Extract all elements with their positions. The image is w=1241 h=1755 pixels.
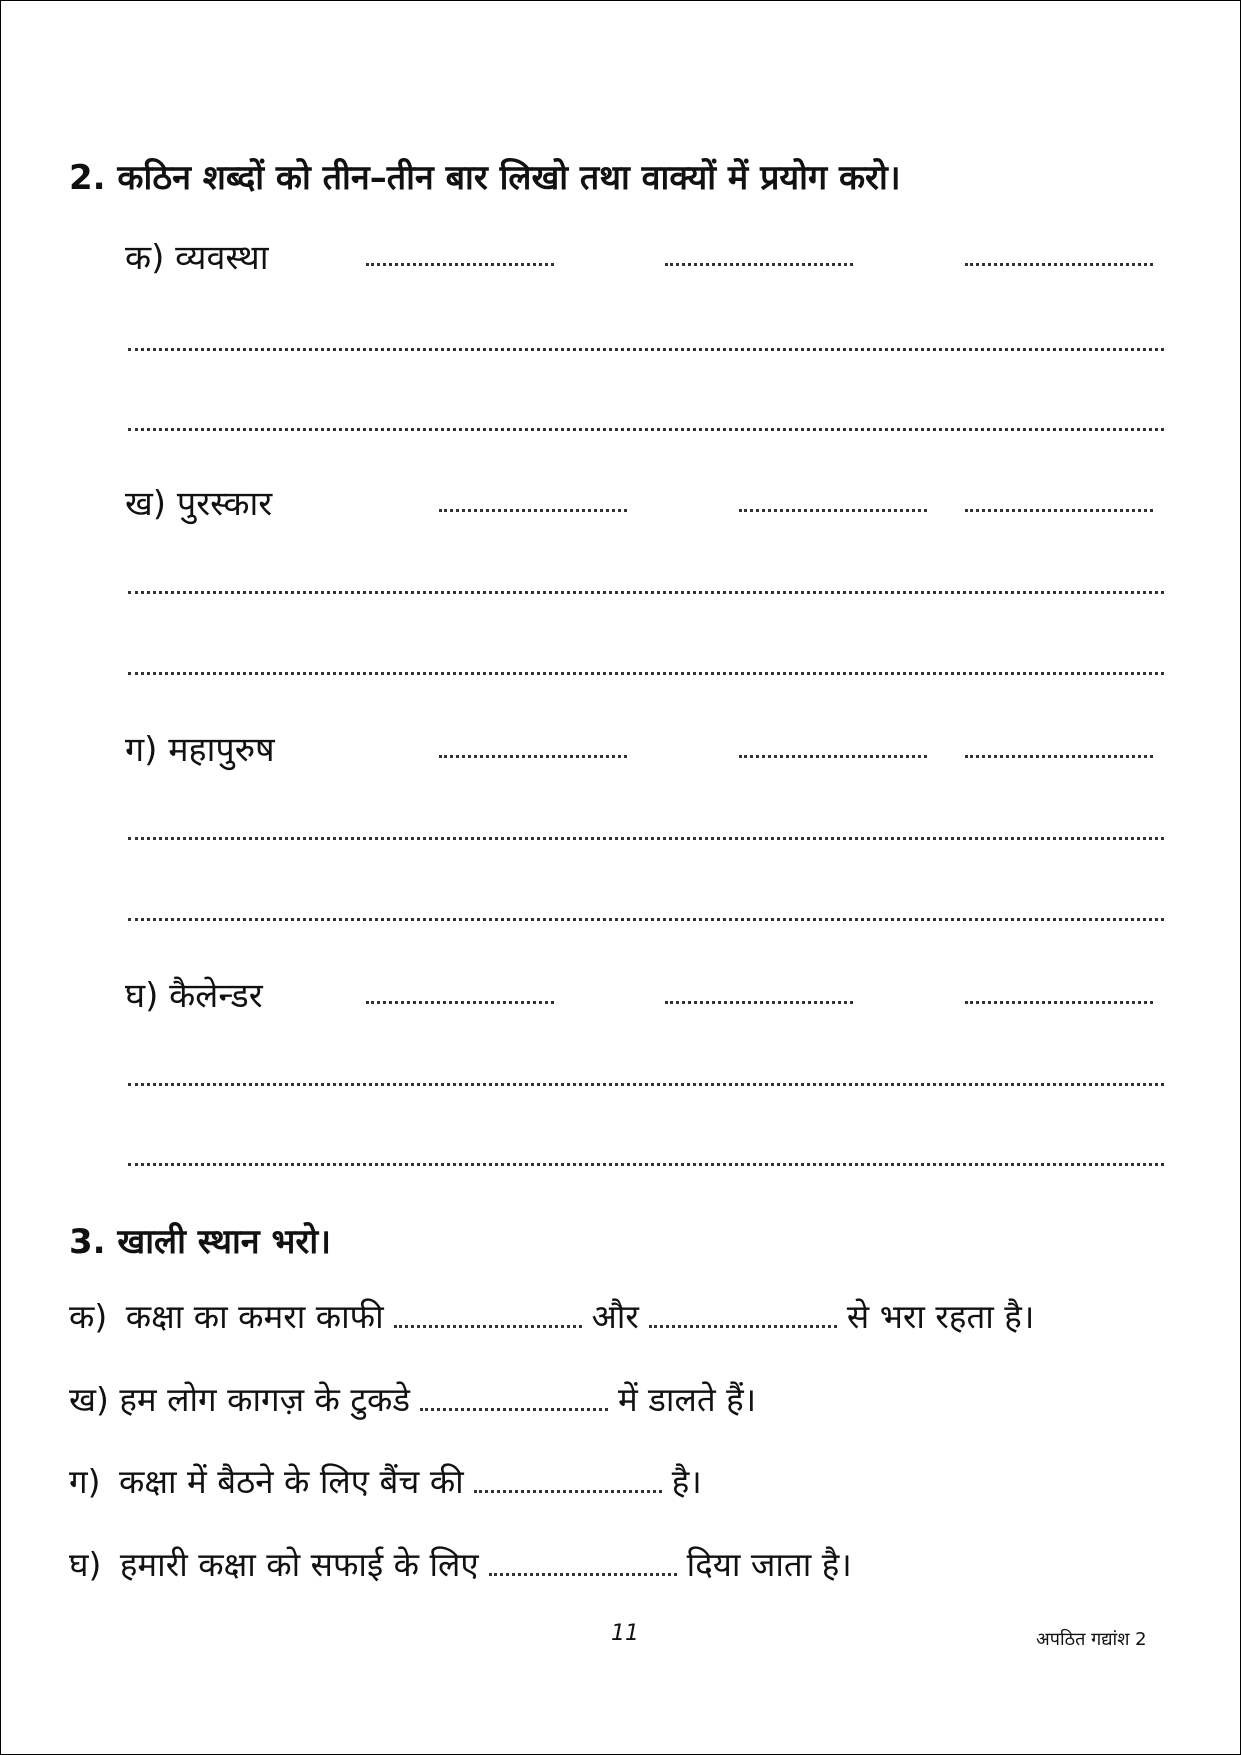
q2-word-2-sentence-line-2[interactable] — [128, 672, 1164, 675]
q3-sentence-4-blank-1[interactable] — [489, 1573, 677, 1576]
q3-sentence-1-part-2: और — [591, 1297, 639, 1336]
q2-word-4-blank-2[interactable] — [665, 1001, 853, 1004]
q2-word-4-blank-1[interactable] — [366, 1001, 554, 1004]
q2-word-4: घ) कैलेन्डर — [125, 976, 263, 1016]
question-2-heading: 2. कठिन शब्दों को तीन–तीन बार लिखो तथा वाक्यों में प्रयोग करो। — [69, 158, 901, 198]
q2-word-3-blank-1[interactable] — [439, 755, 627, 758]
q2-word-1-blank-1[interactable] — [366, 263, 554, 266]
q2-word-3-blank-3[interactable] — [965, 755, 1153, 758]
q3-sentence-4 — [69, 1541, 852, 1586]
question-3-heading: 3. खाली स्थान भरो। — [69, 1222, 332, 1262]
q3-sentence-4-prefix: घ) — [69, 1545, 102, 1584]
q3-sentence-1-prefix: क) — [69, 1297, 108, 1336]
q2-word-3: ग) महापुरुष — [125, 730, 275, 770]
q3-sentence-1 — [69, 1293, 1034, 1338]
q3-sentence-4-part-2: दिया जाता है। — [686, 1545, 852, 1584]
q3-sentence-4-part-1: हमारी कक्षा को सफाई के लिए — [119, 1545, 479, 1584]
q3-sentence-3-blank-1[interactable] — [474, 1490, 662, 1493]
q3-sentence-1-part-1: कक्षा का कमरा काफी — [125, 1297, 384, 1336]
q2-word-4-blank-3[interactable] — [965, 1001, 1153, 1004]
q3-sentence-3-part-2: है। — [671, 1462, 702, 1501]
q3-sentence-2 — [69, 1376, 756, 1421]
q2-word-2-sentence-line-1[interactable] — [128, 591, 1164, 594]
q2-word-2-blank-3[interactable] — [965, 509, 1153, 512]
q2-word-3-sentence-line-2[interactable] — [128, 918, 1164, 921]
q2-word-2: ख) पुरस्कार — [125, 484, 273, 524]
q2-word-2-blank-2[interactable] — [739, 509, 927, 512]
q3-sentence-2-blank-1[interactable] — [420, 1408, 608, 1411]
q2-word-4-sentence-line-1[interactable] — [128, 1083, 1164, 1086]
q3-sentence-2-part-2: में डालते हैं। — [618, 1380, 757, 1419]
q2-word-3-sentence-line-1[interactable] — [128, 837, 1164, 840]
q3-sentence-1-part-3: से भरा रहता है। — [846, 1297, 1035, 1336]
q3-sentence-3 — [69, 1458, 702, 1503]
q2-word-3-blank-2[interactable] — [739, 755, 927, 758]
q3-sentence-1-blank-1[interactable] — [394, 1325, 582, 1328]
q2-word-2-blank-1[interactable] — [439, 509, 627, 512]
q3-sentence-1-blank-2[interactable] — [649, 1325, 837, 1328]
book-title: अपठित गद्यांश 2 — [1036, 1629, 1147, 1650]
q2-word-1-sentence-line-2[interactable] — [128, 428, 1164, 431]
q3-sentence-3-prefix: ग) — [69, 1462, 101, 1501]
page-number: 11 — [611, 1621, 639, 1646]
q2-word-1: क) व्यवस्था — [125, 238, 269, 278]
q3-sentence-2-prefix: ख) — [69, 1380, 109, 1419]
q2-word-1-blank-3[interactable] — [965, 263, 1153, 266]
q3-sentence-3-part-1: कक्षा में बैठने के लिए बैंच की — [118, 1462, 464, 1501]
q2-word-1-blank-2[interactable] — [665, 263, 853, 266]
q2-word-1-sentence-line-1[interactable] — [128, 348, 1164, 351]
q2-word-4-sentence-line-2[interactable] — [128, 1163, 1164, 1166]
q3-sentence-2-part-1: हम लोग कागज़ के टुकडे — [119, 1380, 411, 1419]
